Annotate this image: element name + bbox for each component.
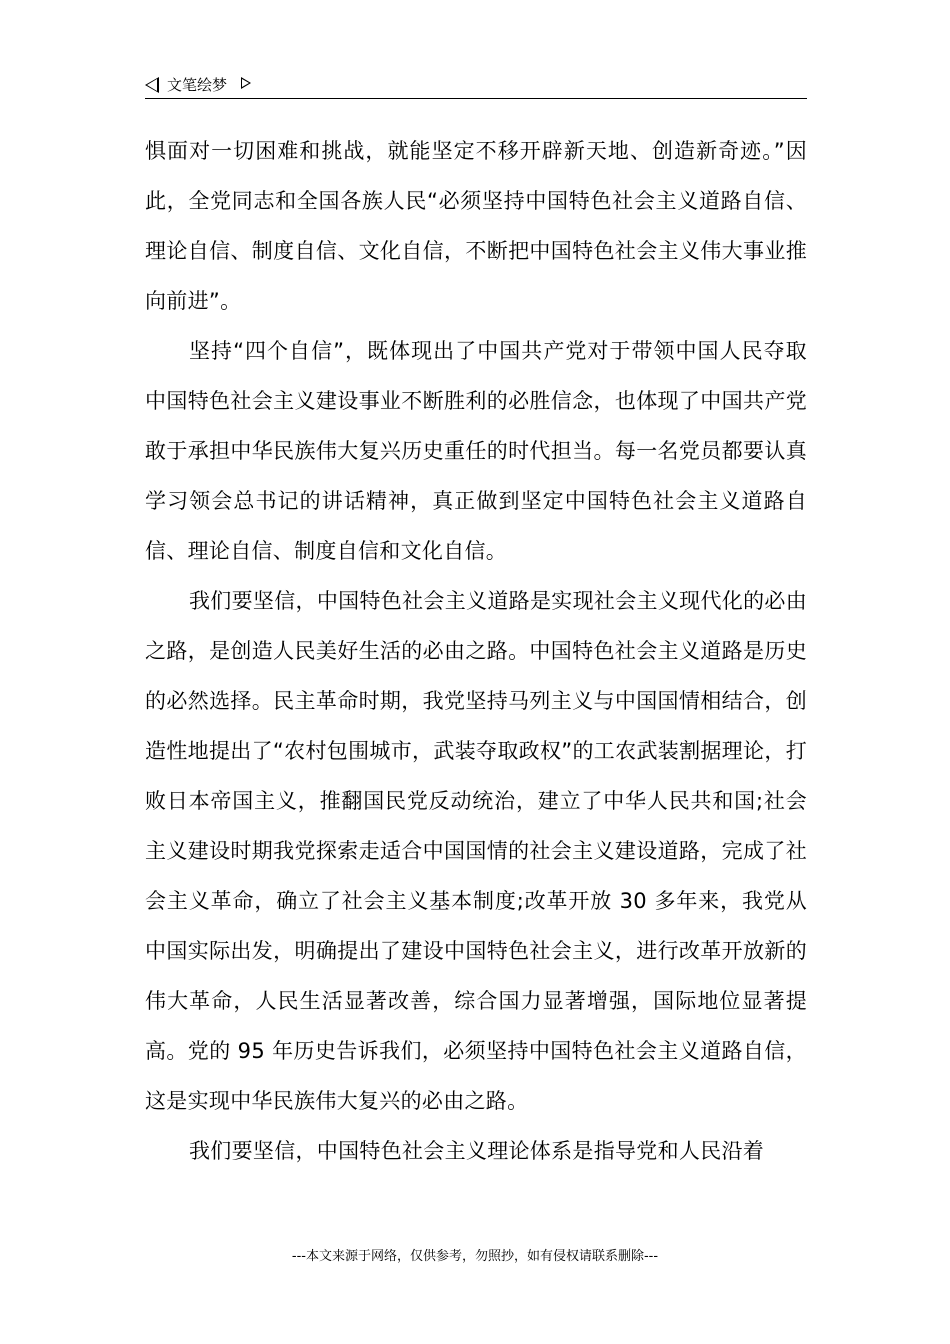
paragraph-3: 我们要坚信，中国特色社会主义道路是实现社会主义现代化的必由之路，是创造人民美好生活的必由之路。中国特色社会主义道路是历史的必然选择。民主革命时期，我党坚持马列主义与中国国情相结合，创造性地提出了“农村包围城市，武装夺取政权”的工农武装割据理论，打败日本帝国主义，推翻国民党反动统治，建立了中华人民共和国;社会主义建设时期我党探索走适合中国国情的社会主义建设道路，完成了社会主义革命，确立了社会主义基本制度;改革开放 30 多年来，我党从中国实际出发，明确提出了建设中国特色社会主义，进行改革开放新的伟大革命，人民生活显著改善，综合国力显著增强，国际地位显著提高。党的 95 年历史告诉我们，必须坚持中国特色社会主义道路自信，这是实现中华民族伟大复兴的必由之路。: [145, 589, 807, 1113]
document-body: [145, 126, 807, 1176]
header-title: 文笔绘梦: [167, 75, 228, 94]
paragraph-2: 坚持“四个自信”，既体现出了中国共产党对于带领中国人民夺取中国特色社会主义建设事业不断胜利的必胜信念，也体现了中国共产党敢于承担中华民族伟大复兴历史重任的时代担当。每一名党员都要认真学习领会总书记的讲话精神，真正做到坚定中国特色社会主义道路自信、理论自信、制度自信和文化自信。: [145, 339, 807, 563]
page-header: [145, 72, 807, 98]
header-divider: [145, 98, 807, 99]
footer-disclaimer: ---本文来源于网络，仅供参考，勿照抄，如有侵权请联系删除---: [291, 1249, 659, 1264]
right-triangle-icon: [241, 77, 251, 89]
paragraph-1: 惧面对一切困难和挑战，就能坚定不移开辟新天地、创造新奇迹。”因此，全党同志和全国各族人民“必须坚持中国特色社会主义道路自信、理论自信、制度自信、文化自信，不断把中国特色社会主义伟大事业推向前进”。: [145, 139, 807, 313]
paragraph-4: 我们要坚信，中国特色社会主义理论体系是指导党和人民沿着: [189, 1139, 765, 1163]
left-triangle-icon: [145, 77, 159, 93]
